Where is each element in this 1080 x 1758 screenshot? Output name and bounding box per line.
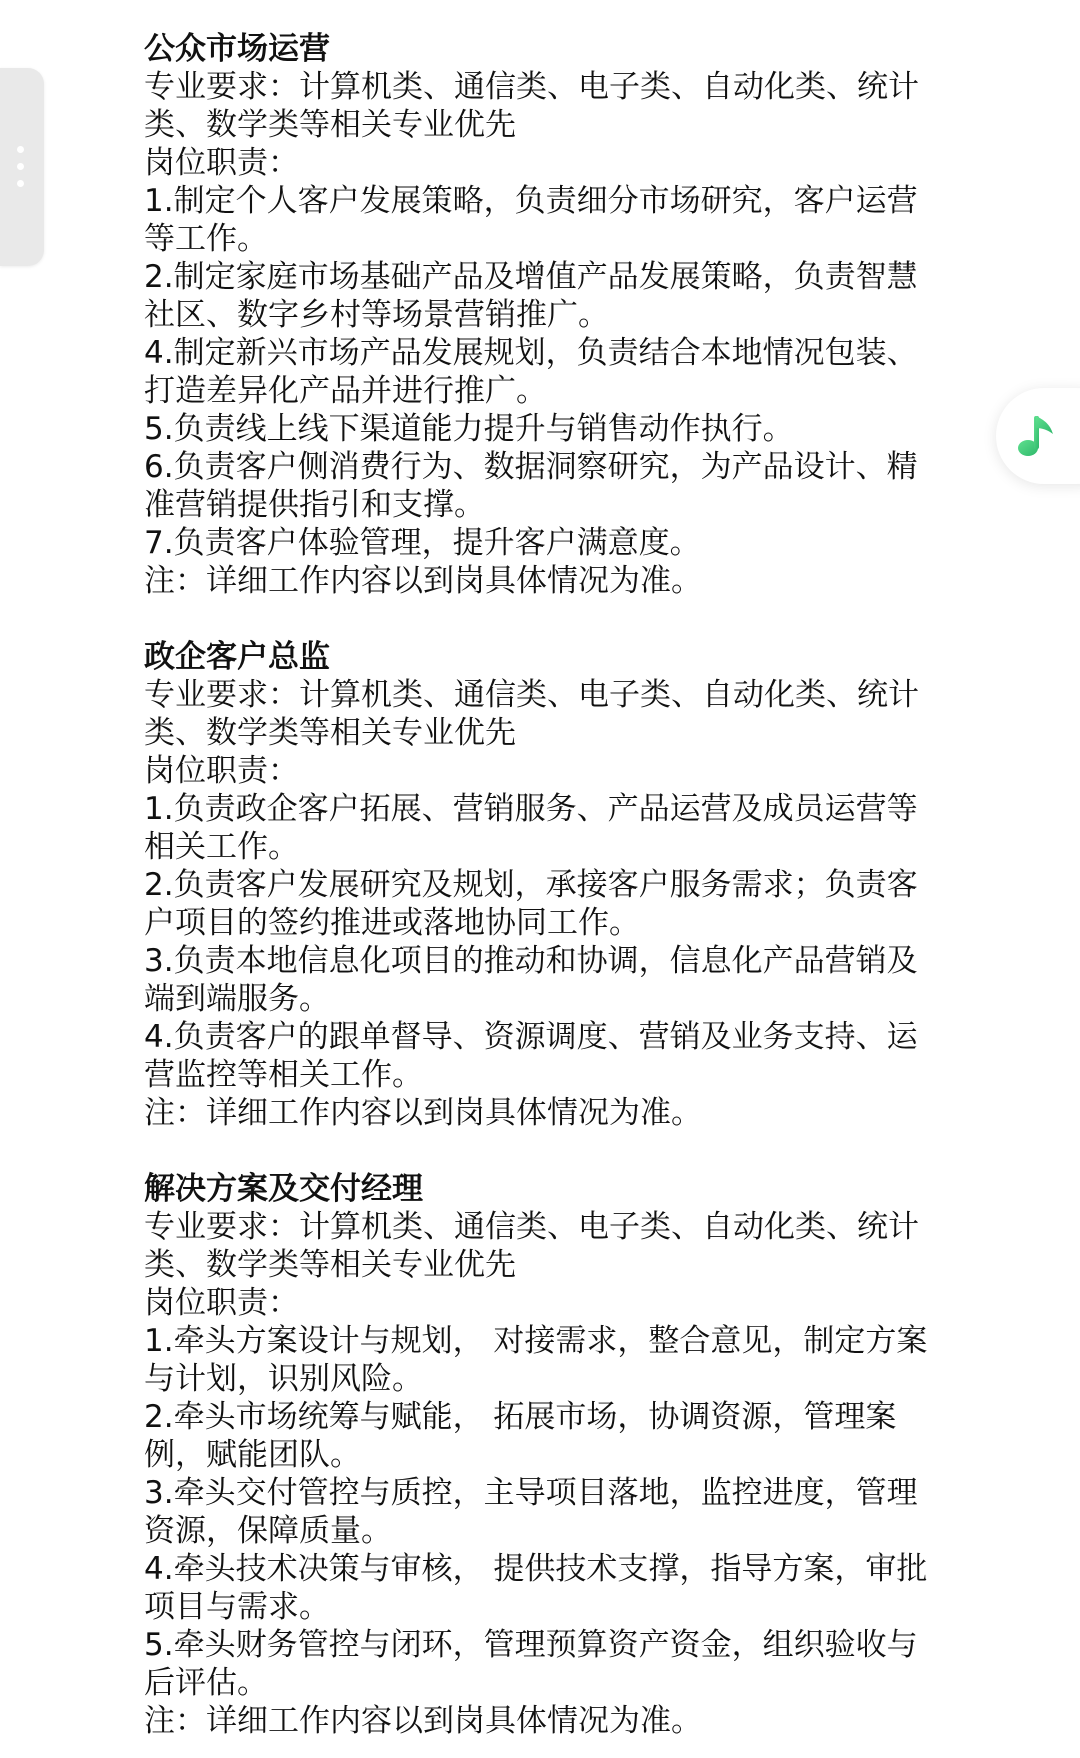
duty-item: 1.牵头方案设计与规划， 对接需求，整合意见，制定方案与计划，识别风险。 bbox=[144, 1323, 928, 1397]
duty-item: 1.负责政企客户拓展、营销服务、产品运营及成员运营等相关工作。 bbox=[144, 791, 918, 865]
duties-label: 岗位职责： bbox=[144, 753, 299, 789]
duty-item: 7.负责客户体验管理，提升客户满意度。 bbox=[144, 525, 701, 561]
side-menu-handle[interactable] bbox=[0, 68, 44, 266]
duty-item: 5.负责线上线下渠道能力提升与销售动作执行。 bbox=[144, 411, 794, 447]
duty-item: 4.牵头技术决策与审核， 提供技术支撑，指导方案，审批项目与需求。 bbox=[144, 1551, 928, 1625]
duties-label: 岗位职责： bbox=[144, 145, 299, 181]
section-title: 解决方案及交付经理 bbox=[144, 1171, 423, 1207]
duties-label: 岗位职责： bbox=[144, 1285, 299, 1321]
duty-item: 4.负责客户的跟单督导、资源调度、营销及业务支持、运营监控等相关工作。 bbox=[144, 1019, 918, 1093]
job-section-solution-delivery bbox=[144, 1170, 944, 1740]
duty-item: 6.负责客户侧消费行为、数据洞察研究，为产品设计、精准营销提供指引和支撑。 bbox=[144, 449, 918, 523]
duty-item: 2.牵头市场统筹与赋能， 拓展市场，协调资源，管理案例，赋能团队。 bbox=[144, 1399, 897, 1473]
requirement-line: 专业要求：计算机类、通信类、电子类、自动化类、统计类、数学类等相关专业优先 bbox=[144, 677, 919, 751]
note-line: 注：详细工作内容以到岗具体情况为准。 bbox=[144, 1095, 702, 1131]
duty-item: 5.牵头财务管控与闭环，管理预算资产资金，组织验收与后评估。 bbox=[144, 1627, 918, 1701]
duty-item: 3.负责本地信息化项目的推动和协调，信息化产品营销及端到端服务。 bbox=[144, 943, 918, 1017]
section-spacer bbox=[144, 600, 944, 638]
music-note-icon bbox=[1014, 410, 1060, 462]
job-listing-document bbox=[144, 30, 944, 1740]
section-spacer bbox=[144, 1132, 944, 1170]
requirement-line: 专业要求：计算机类、通信类、电子类、自动化类、统计类、数学类等相关专业优先 bbox=[144, 69, 919, 143]
duty-item: 2.制定家庭市场基础产品及增值产品发展策略，负责智慧社区、数字乡村等场景营销推广。 bbox=[144, 259, 918, 333]
requirement-line: 专业要求：计算机类、通信类、电子类、自动化类、统计类、数学类等相关专业优先 bbox=[144, 1209, 919, 1283]
job-section-enterprise-director bbox=[144, 638, 944, 1132]
job-section-public-market bbox=[144, 30, 944, 600]
duty-item: 2.负责客户发展研究及规划，承接客户服务需求；负责客户项目的签约推进或落地协同工作。 bbox=[144, 867, 918, 941]
more-vertical-icon bbox=[17, 146, 25, 188]
duty-item: 1.制定个人客户发展策略，负责细分市场研究，客户运营等工作。 bbox=[144, 183, 918, 257]
music-player-button[interactable] bbox=[996, 388, 1080, 484]
duty-item: 3.牵头交付管控与质控，主导项目落地，监控进度，管理资源，保障质量。 bbox=[144, 1475, 918, 1549]
note-line: 注：详细工作内容以到岗具体情况为准。 bbox=[144, 1703, 702, 1739]
section-title: 政企客户总监 bbox=[144, 639, 330, 675]
section-title: 公众市场运营 bbox=[144, 31, 330, 67]
duty-item: 4.制定新兴市场产品发展规划，负责结合本地情况包装、打造差异化产品并进行推广。 bbox=[144, 335, 918, 409]
note-line: 注：详细工作内容以到岗具体情况为准。 bbox=[144, 563, 702, 599]
